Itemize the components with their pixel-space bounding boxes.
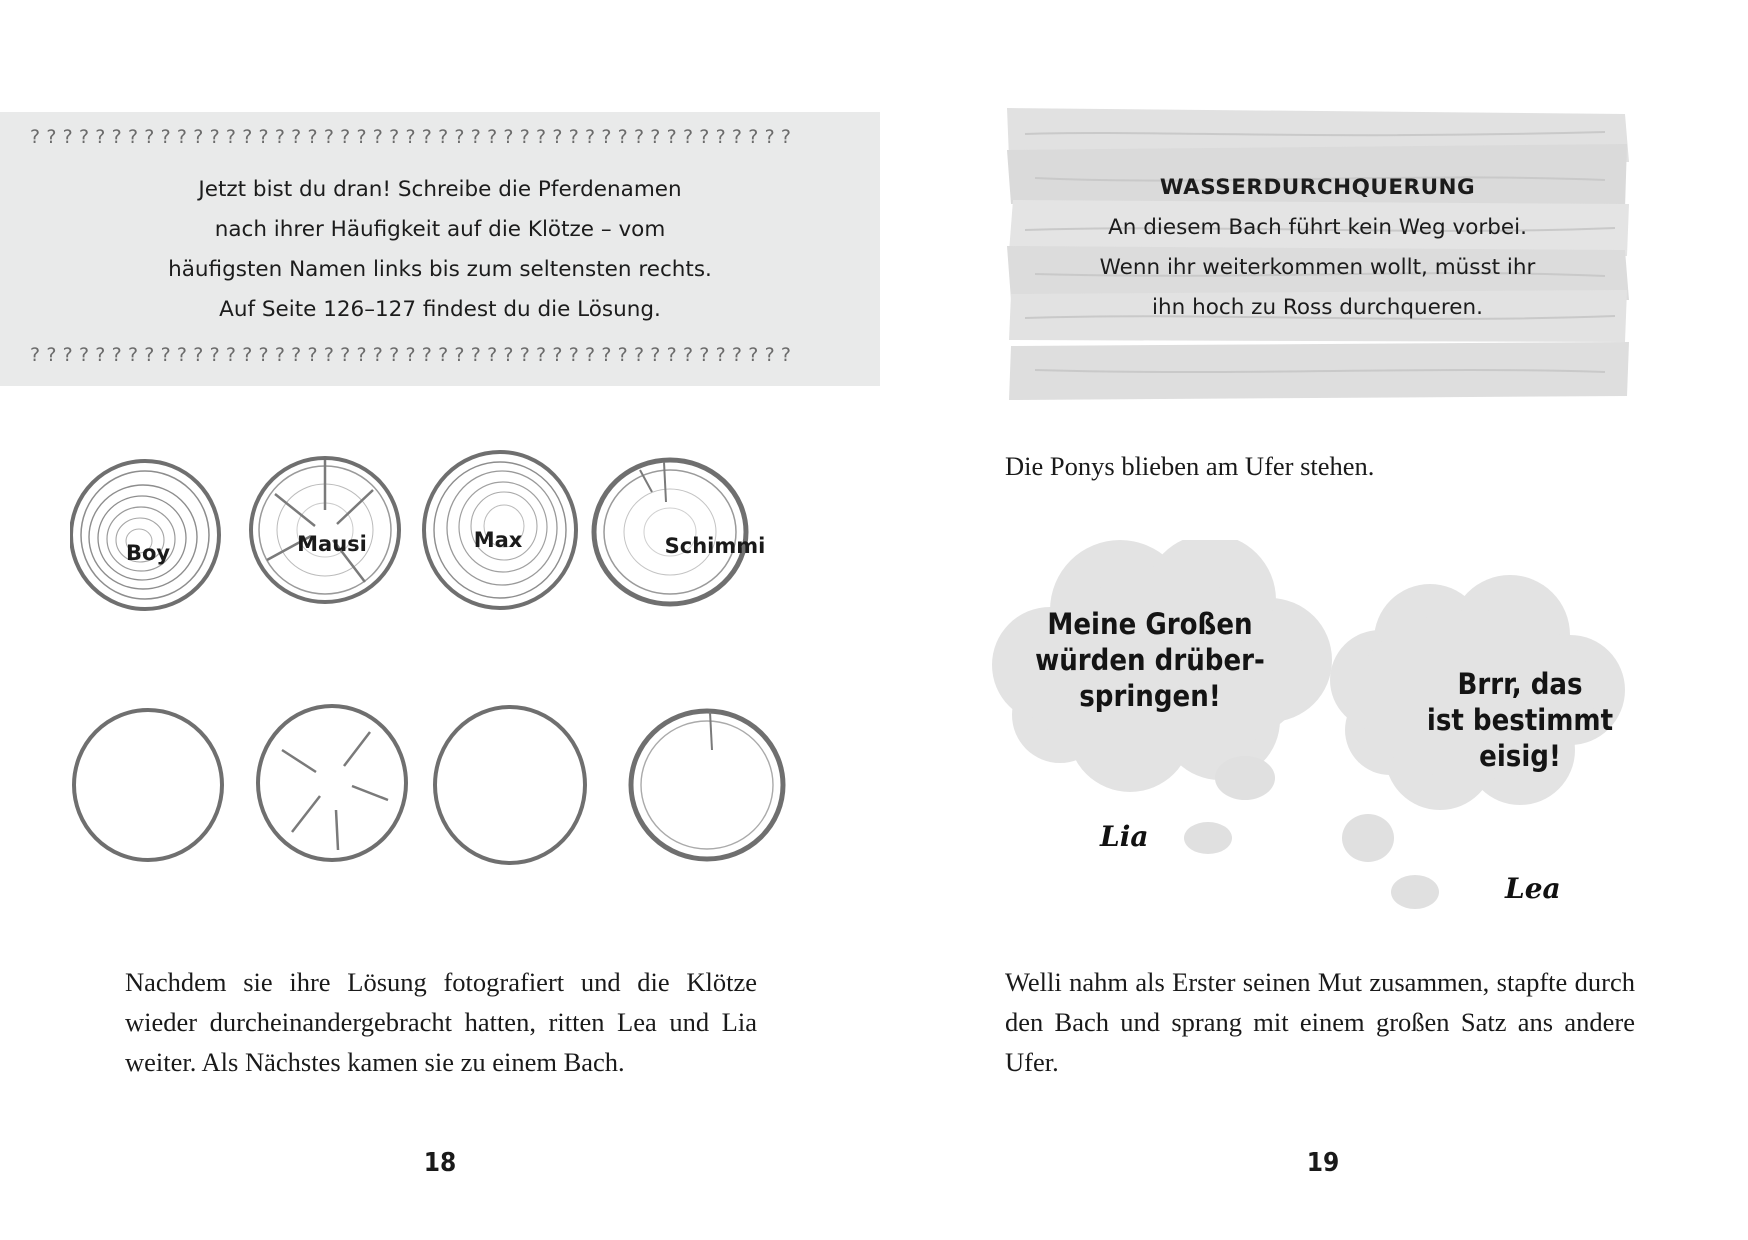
question-mark-border-top: ? ? ? ? ? ? ? ? ? ? ? ? ? ? ? ? ? ? ? ? ? ? ? ? ? ? ? ? ? ? ? ? ? ? ? ? ? ? ? ? ? ? ? ? ? ? ? (30, 126, 792, 148)
sign-line: An diesem Bach führt kein Weg vorbei. (1108, 215, 1527, 240)
sign-text (1005, 168, 1630, 328)
speech-line: Brrr, das (1457, 667, 1583, 701)
log-label-1: Boy (125, 541, 171, 565)
puzzle-instruction-box (0, 112, 880, 386)
empty-log-slice[interactable] (631, 711, 783, 859)
wood-log-slices (70, 450, 810, 890)
empty-log-slice[interactable] (435, 707, 585, 863)
log-label-4: Schimmi (664, 534, 766, 558)
story-paragraph-left: Nachdem sie ihre Lösung fotografiert und die Klötze wieder durcheinandergebracht hatten, ritten Lea und Lia weiter. Als Nächstes kamen sie zu einem Bach. (125, 967, 757, 1077)
speech-line: ist bestimmt (1426, 703, 1614, 737)
thought-bubble-trail-lea (1342, 814, 1439, 909)
speech-line: eisig! (1479, 739, 1561, 773)
instruction-line: Jetzt bist du dran! Schreibe die Pferdenamen (198, 177, 682, 202)
instruction-line: Auf Seite 126–127 findest du die Lösung. (219, 297, 661, 322)
speech-lea (1415, 666, 1625, 774)
instruction-line: nach ihrer Häufigkeit auf die Klötze – vom (214, 217, 666, 242)
log-label-2: Mausi (297, 532, 367, 556)
instruction-line: häufigsten Namen links bis zum seltensten rechts. (168, 257, 712, 282)
page-number-left: 18 (423, 1148, 457, 1178)
log-slice (251, 458, 399, 602)
log-slice (71, 461, 219, 609)
puzzle-instructions (0, 170, 880, 330)
sign-line: ihn hoch zu Ross durchqueren. (1152, 295, 1483, 320)
speech-lia (1030, 606, 1270, 714)
speaker-name-lea: Lea (1505, 872, 1561, 905)
speech-line: springen! (1079, 679, 1221, 713)
question-mark-border-bottom: ? ? ? ? ? ? ? ? ? ? ? ? ? ? ? ? ? ? ? ? ? ? ? ? ? ? ? ? ? ? ? ? ? ? ? ? ? ? ? ? ? ? ? ? ? ? ? (30, 344, 792, 366)
speech-line: würden drüber- (1035, 643, 1265, 677)
empty-log-slice[interactable] (74, 710, 222, 860)
speaker-name-lia: Lia (1100, 820, 1149, 853)
story-intro-line: Die Ponys blieben am Ufer stehen. (1005, 451, 1375, 481)
story-paragraph-right: Welli nahm als Erster seinen Mut zusammen, stapfte durch den Bach und sprang mit einem großen Satz ans andere Ufer. (1005, 967, 1635, 1077)
empty-log-slice[interactable] (258, 706, 406, 860)
log-slice (594, 460, 746, 604)
page-number-right: 19 (1306, 1148, 1340, 1178)
log-label-3: Max (473, 528, 523, 552)
sign-line: Wenn ihr weiterkommen wollt, müsst ihr (1099, 255, 1536, 280)
speech-line: Meine Großen (1047, 607, 1253, 641)
sign-title: WASSERDURCHQUERUNG (1159, 175, 1476, 200)
